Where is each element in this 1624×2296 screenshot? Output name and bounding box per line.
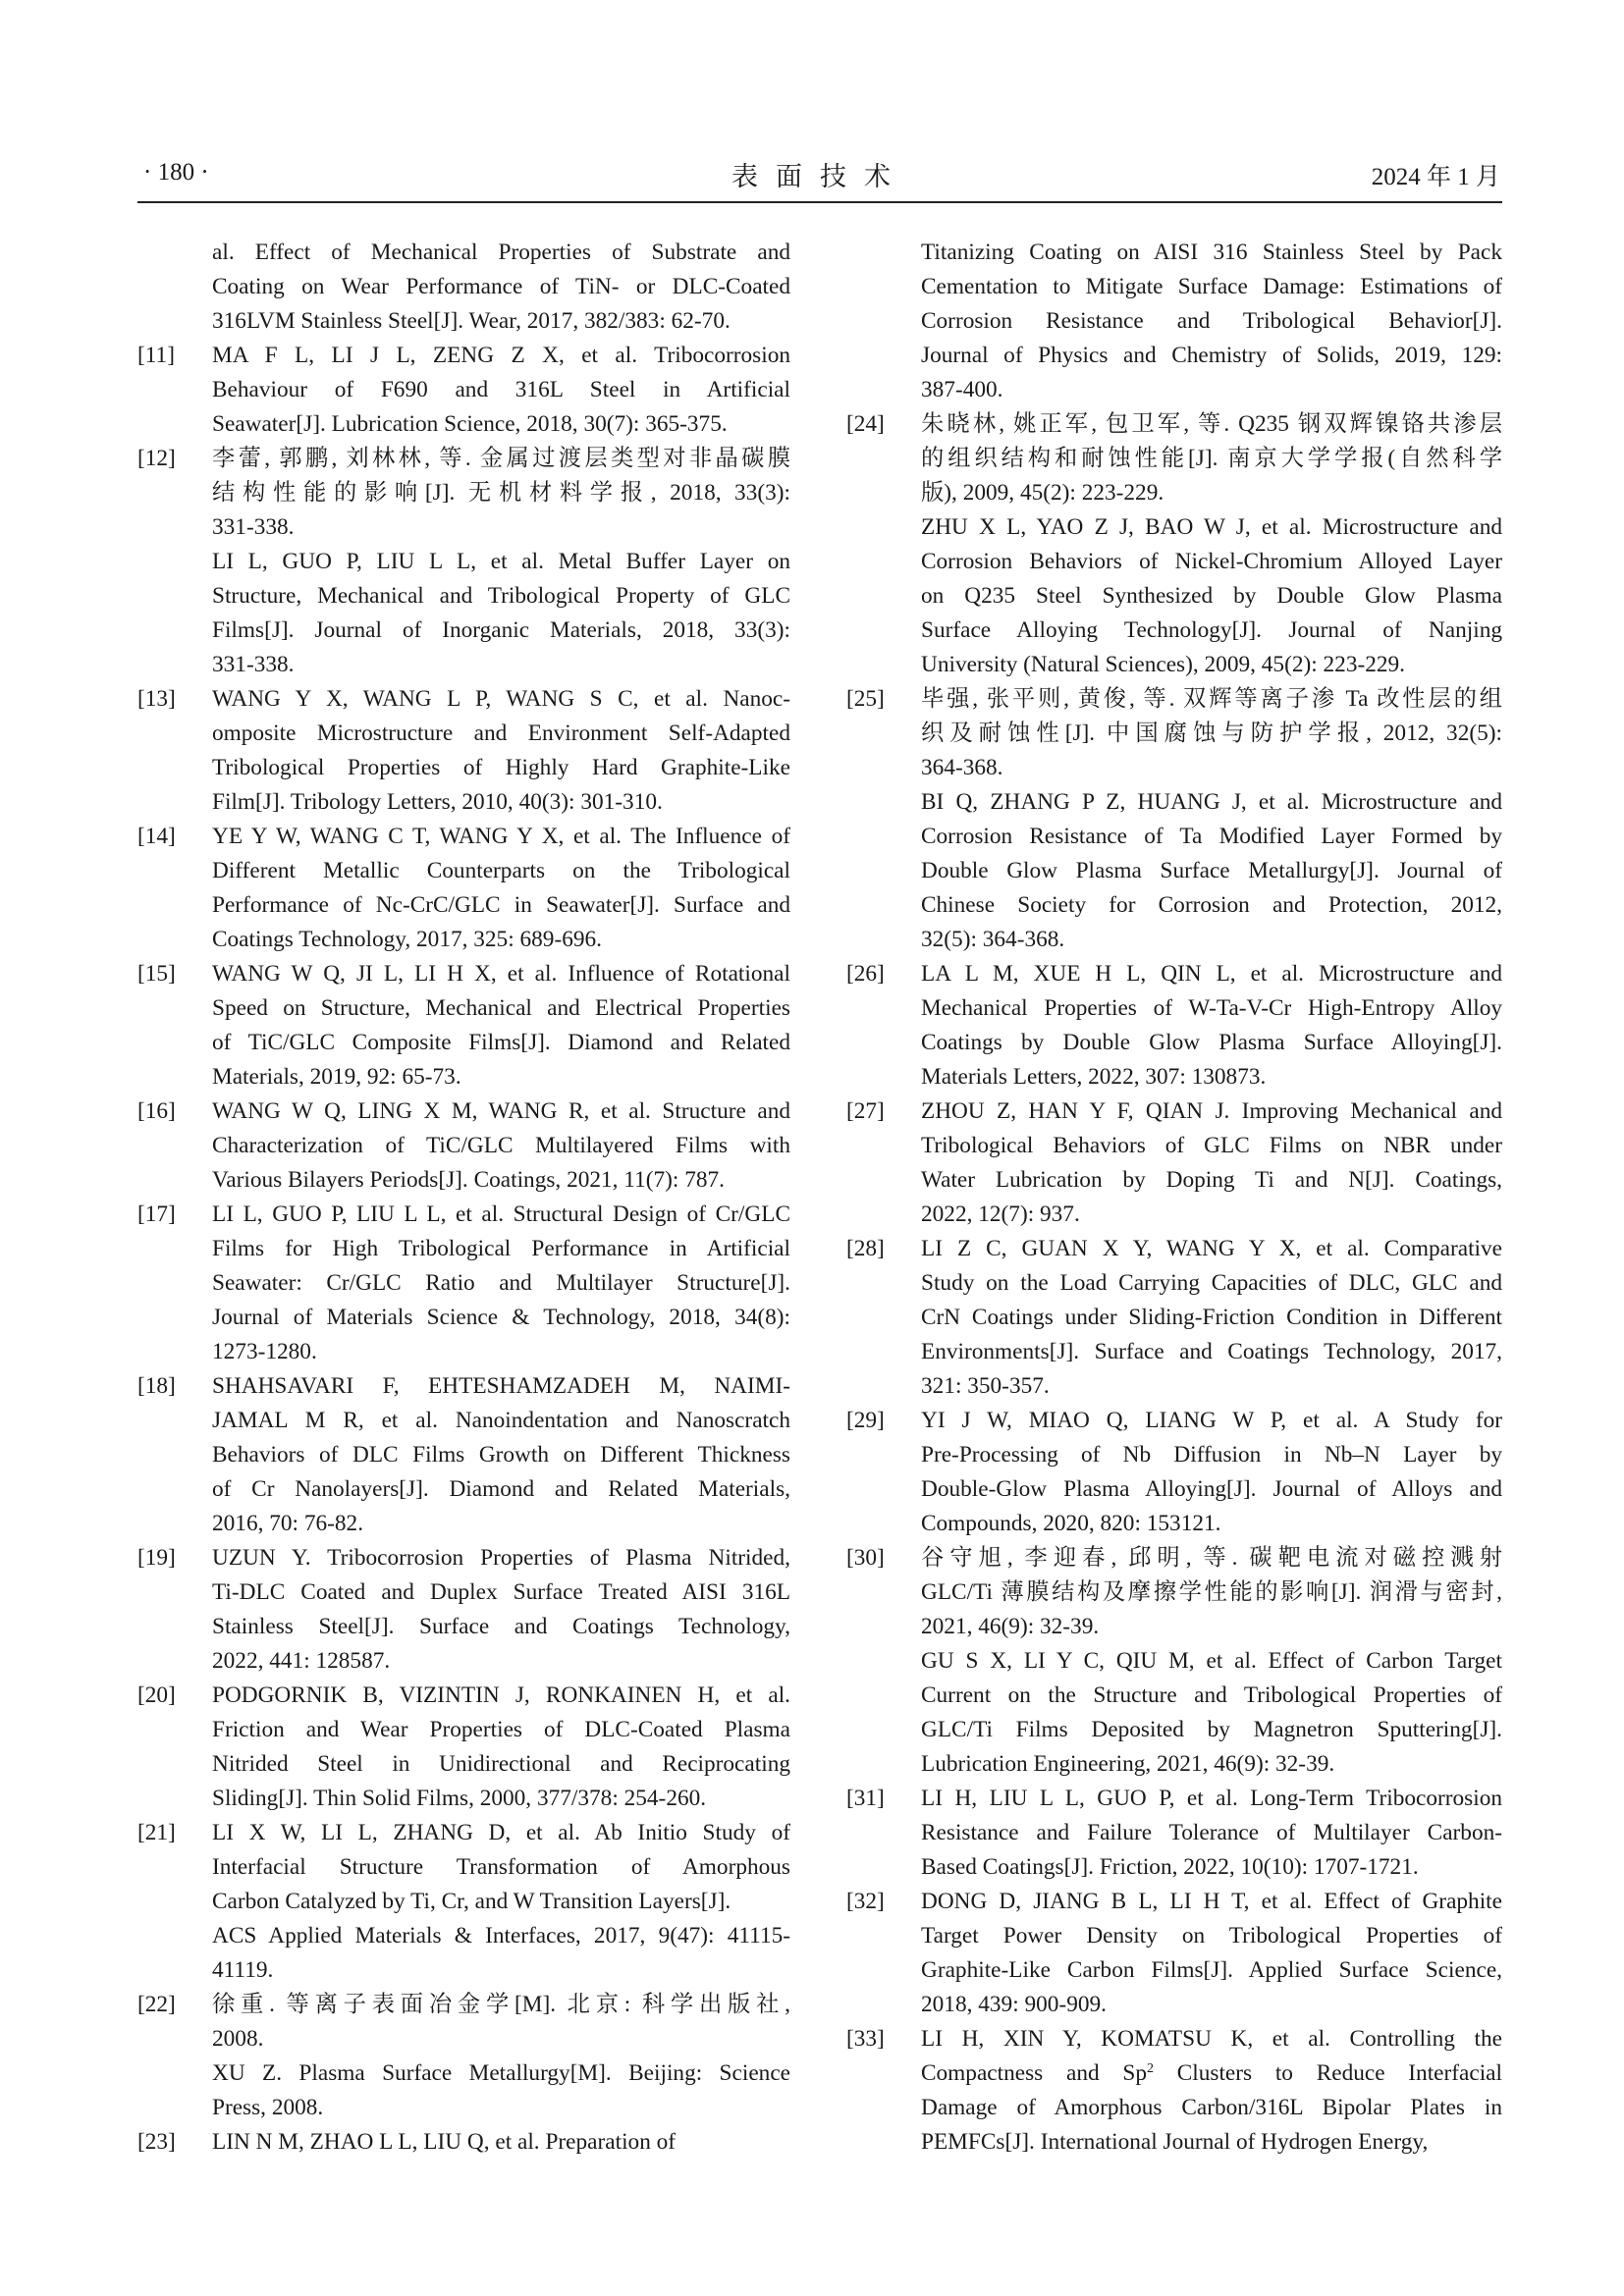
reference-line: [921, 2056, 1502, 2091]
reference-entry: [846, 1541, 1502, 1782]
reference-line: of TiC/GLC Composite Films[J]. Diamond and Related: [212, 1030, 790, 1055]
reference-entry: [137, 1198, 790, 1369]
reference-line: Speed on Structure, Mechanical and Electrical Properties: [212, 995, 790, 1021]
reference-line: Corrosion Resistance of Ta Modified Layer Formed by: [921, 824, 1502, 849]
reference-text: [921, 682, 1502, 957]
reference-text: [212, 1369, 790, 1541]
reference-line: Pre-Processing of Nb Diffusion in Nb–N Layer by: [921, 1442, 1502, 1468]
reference-entry: [846, 1885, 1502, 2022]
reference-line: PODGORNIK B, VIZINTIN J, RONKAINEN H, et al.: [212, 1682, 790, 1708]
reference-line: Double Glow Plasma Surface Metallurgy[J]. Journal of: [921, 858, 1502, 883]
reference-number: [18]: [137, 1373, 176, 1399]
reference-line: 41119.: [212, 1957, 274, 1983]
reference-line: 32(5): 364-368.: [921, 927, 1065, 952]
reference-line: Journal of Physics and Chemistry of Solids, 2019, 129:: [921, 343, 1502, 368]
reference-line: al. Effect of Mechanical Properties of Substrate and: [212, 240, 790, 265]
reference-text: [212, 236, 790, 339]
superscript: 2: [1146, 2061, 1154, 2076]
reference-line: Interfacial Structure Transformation of Amorphous: [212, 1854, 790, 1880]
reference-line: Sliding[J]. Thin Solid Films, 2000, 377/378: 254-260.: [212, 1786, 707, 1811]
reference-text: [212, 1679, 790, 1816]
reference-line: 的组织结构和耐蚀性能[J]. 南京大学学报(自然科学: [921, 446, 1502, 471]
reference-entry: [137, 1816, 790, 1988]
reference-number: [32]: [846, 1889, 885, 1914]
reference-line: Characterization of TiC/GLC Multilayered Films with: [212, 1133, 790, 1158]
reference-number: [137, 236, 212, 339]
reference-line: LI L, GUO P, LIU L L, et al. Metal Buffer Layer on: [212, 549, 790, 574]
reference-entry: [846, 682, 1502, 957]
reference-line: Stainless Steel[J]. Surface and Coatings Technology,: [212, 1614, 790, 1639]
reference-line: Damage of Amorphous Carbon/316L Bipolar Plates in: [921, 2095, 1502, 2120]
reference-line: Materials Letters, 2022, 307: 130873.: [921, 1064, 1267, 1090]
reference-line: Surface Alloying Technology[J]. Journal of Nanjing: [921, 617, 1502, 643]
reference-line: Mechanical Properties of W-Ta-V-Cr High-Entropy Alloy: [921, 995, 1502, 1021]
reference-line: LIN N M, ZHAO L L, LIU Q, et al. Preparation of: [212, 2129, 677, 2155]
reference-text: [921, 957, 1502, 1095]
reference-line: Seawater[J]. Lubrication Science, 2018, 30(7): 365-375.: [212, 411, 728, 437]
reference-text: [921, 1404, 1502, 1541]
reference-line: 364-368.: [921, 755, 1003, 780]
reference-number: [21]: [137, 1820, 176, 1845]
reference-line: Tribological Behaviors of GLC Films on NBR under: [921, 1133, 1502, 1158]
reference-line: Double-Glow Plasma Alloying[J]. Journal of Alloys and: [921, 1476, 1502, 1502]
reference-line: of Cr Nanolayers[J]. Diamond and Related Materials,: [212, 1476, 790, 1502]
reference-line: UZUN Y. Tribocorrosion Properties of Plasma Nitrided,: [212, 1545, 790, 1571]
reference-line: Corrosion Behaviors of Nickel-Chromium Alloyed Layer: [921, 549, 1502, 574]
reference-line: Graphite-Like Carbon Films[J]. Applied Surface Science,: [921, 1957, 1502, 1983]
reference-line: Various Bilayers Periods[J]. Coatings, 2021, 11(7): 787.: [212, 1167, 725, 1193]
reference-line-text: Compactness and Sp: [921, 2060, 1147, 2086]
reference-line: 2008.: [212, 2026, 264, 2052]
reference-line: WANG W Q, LING X M, WANG R, et al. Structure and: [212, 1098, 790, 1124]
reference-number: [20]: [137, 1682, 176, 1708]
reference-line: LA L M, XUE H L, QIN L, et al. Microstructure and: [921, 961, 1502, 987]
issue-date: 2024 年 1 月: [1371, 164, 1500, 190]
reference-number: [24]: [846, 411, 885, 437]
reference-line: Corrosion Resistance and Tribological Behavior[J].: [921, 308, 1502, 334]
reference-line: Coating on Wear Performance of TiN- or DLC-Coated: [212, 274, 790, 299]
reference-line: Water Lubrication by Doping Ti and N[J]. Coatings,: [921, 1167, 1502, 1193]
reference-line: PEMFCs[J]. International Journal of Hydrogen Energy,: [921, 2129, 1429, 2155]
reference-entry: [137, 1541, 790, 1679]
reference-line: 朱晓林, 姚正军, 包卫军, 等. Q235 钢双辉镍铬共渗层: [921, 411, 1502, 437]
reference-text: [921, 1885, 1502, 2022]
reference-line: 结构性能的影响[J]. 无机材料学报, 2018, 33(3):: [212, 480, 790, 506]
reference-entry: [137, 957, 790, 1095]
reference-number: [25]: [846, 686, 885, 712]
reference-number: [22]: [137, 1992, 176, 2017]
reference-line: MA F L, LI J L, ZENG Z X, et al. Tribocorrosion: [212, 343, 790, 368]
reference-line: Titanizing Coating on AISI 316 Stainless Steel by Pack: [921, 240, 1502, 265]
reference-text: [921, 1541, 1502, 1782]
reference-line: LI H, LIU L L, GUO P, et al. Long-Term Tribocorrosion: [921, 1786, 1502, 1811]
reference-number: [15]: [137, 961, 176, 987]
reference-line: Lubrication Engineering, 2021, 46(9): 32-39.: [921, 1751, 1335, 1777]
reference-column-right: [846, 236, 1502, 2160]
reference-line: Behaviour of F690 and 316L Steel in Artificial: [212, 377, 790, 402]
reference-line: BI Q, ZHANG P Z, HUANG J, et al. Microstructure and: [921, 789, 1502, 815]
reference-line: DONG D, JIANG B L, LI H T, et al. Effect of Graphite: [921, 1889, 1502, 1914]
reference-number: [13]: [137, 686, 176, 712]
reference-entry: [846, 407, 1502, 682]
reference-entry: [137, 1095, 790, 1198]
reference-line: Compounds, 2020, 820: 153121.: [921, 1511, 1221, 1536]
reference-line: Friction and Wear Properties of DLC-Coated Plasma: [212, 1717, 790, 1742]
reference-line: 李蕾, 郭鹏, 刘林林, 等. 金属过渡层类型对非晶碳膜: [212, 446, 790, 471]
reference-line: WANG Y X, WANG L P, WANG S C, et al. Nanoc-: [212, 686, 790, 712]
reference-line: Environments[J]. Surface and Coatings Technology, 2017,: [921, 1339, 1502, 1364]
reference-number: [16]: [137, 1098, 176, 1124]
reference-line: 387-400.: [921, 377, 1003, 402]
reference-line: 316LVM Stainless Steel[J]. Wear, 2017, 382/383: 62-70.: [212, 308, 731, 334]
reference-line: University (Natural Sciences), 2009, 45(2): 223-229.: [921, 652, 1405, 677]
reference-line: omposite Microstructure and Environment Self-Adapted: [212, 721, 790, 746]
reference-number: [846, 236, 921, 407]
page-header: [137, 155, 1502, 196]
reference-line: Chinese Society for Corrosion and Protection, 2012,: [921, 892, 1502, 918]
reference-line: 织及耐蚀性[J]. 中国腐蚀与防护学报, 2012, 32(5):: [921, 721, 1502, 746]
reference-number: [14]: [137, 824, 176, 849]
reference-line: WANG W Q, JI L, LI H X, et al. Influence of Rotational: [212, 961, 790, 987]
reference-line: Film[J]. Tribology Letters, 2010, 40(3): 301-310.: [212, 789, 663, 815]
reference-entry: [846, 1404, 1502, 1541]
reference-line: LI L, GUO P, LIU L L, et al. Structural Design of Cr/GLC: [212, 1201, 790, 1227]
reference-line: 徐重. 等离子表面冶金学[M]. 北京: 科学出版社,: [212, 1992, 790, 2017]
reference-line: Coatings by Double Glow Plasma Surface Alloying[J].: [921, 1030, 1502, 1055]
reference-text: [921, 1232, 1502, 1404]
reference-line: Study on the Load Carrying Capacities of DLC, GLC and: [921, 1270, 1502, 1296]
reference-entry: [137, 1988, 790, 2125]
reference-entry: [137, 820, 790, 957]
reference-line: Carbon Catalyzed by Ti, Cr, and W Transition Layers[J].: [212, 1889, 731, 1914]
reference-line: YE Y W, WANG C T, WANG Y X, et al. The Influence of: [212, 824, 790, 849]
reference-line: Materials, 2019, 92: 65-73.: [212, 1064, 461, 1090]
reference-line: 331-338.: [212, 652, 295, 677]
reference-text: [921, 236, 1502, 407]
reference-line: 2022, 12(7): 937.: [921, 1201, 1080, 1227]
reference-line: 毕强, 张平则, 黄俊, 等. 双辉等离子渗 Ta 改性层的组: [921, 686, 1502, 712]
reference-line: 331-338.: [212, 514, 295, 540]
reference-line: Films[J]. Journal of Inorganic Materials, 2018, 33(3):: [212, 617, 790, 643]
reference-line: JAMAL M R, et al. Nanoindentation and Nanoscratch: [212, 1408, 790, 1433]
reference-number: [17]: [137, 1201, 176, 1227]
reference-line: LI H, XIN Y, KOMATSU K, et al. Controlling the: [921, 2026, 1502, 2052]
reference-line: Behaviors of DLC Films Growth on Different Thickness: [212, 1442, 790, 1468]
reference-line: GLC/Ti Films Deposited by Magnetron Sputtering[J].: [921, 1717, 1502, 1742]
reference-line: Structure, Mechanical and Tribological Property of GLC: [212, 583, 790, 609]
reference-line: Films for High Tribological Performance in Artificial: [212, 1236, 790, 1261]
reference-line: Nitrided Steel in Unidirectional and Reciprocating: [212, 1751, 790, 1777]
reference-number: [30]: [846, 1545, 885, 1571]
reference-line: Cementation to Mitigate Surface Damage: Estimations of: [921, 274, 1502, 299]
reference-text: [921, 407, 1502, 682]
reference-number: [27]: [846, 1098, 885, 1124]
reference-line: Different Metallic Counterparts on the Tribological: [212, 858, 790, 883]
reference-line: YI J W, MIAO Q, LIANG W P, et al. A Study for: [921, 1408, 1502, 1433]
reference-text: [921, 2022, 1502, 2160]
reference-text: [212, 820, 790, 957]
page-number: · 180 ·: [143, 159, 209, 186]
reference-line: GLC/Ti 薄膜结构及摩擦学性能的影响[J]. 润滑与密封,: [921, 1579, 1502, 1605]
reference-text: [212, 682, 790, 820]
reference-text: [212, 2125, 790, 2160]
reference-line: Target Power Density on Tribological Properties of: [921, 1923, 1502, 1949]
reference-entry: [846, 2022, 1502, 2160]
reference-number: [11]: [137, 343, 175, 368]
reference-number: [19]: [137, 1545, 176, 1571]
reference-line: ACS Applied Materials & Interfaces, 2017, 9(47): 41115-: [212, 1923, 790, 1949]
reference-text: [921, 1095, 1502, 1232]
reference-line: 321: 350-357.: [921, 1373, 1050, 1399]
reference-entry: [846, 1782, 1502, 1885]
reference-line: 谷守旭, 李迎春, 邱明, 等. 碳靶电流对磁控溅射: [921, 1545, 1502, 1571]
reference-entry: [137, 2125, 790, 2160]
reference-column-left: [137, 236, 790, 2160]
reference-entry: [846, 236, 1502, 407]
reference-line: 2022, 441: 128587.: [212, 1648, 391, 1674]
reference-line: ZHOU Z, HAN Y F, QIAN J. Improving Mechanical and: [921, 1098, 1502, 1124]
reference-line: 2021, 46(9): 32-39.: [921, 1614, 1100, 1639]
reference-line: 2016, 70: 76-82.: [212, 1511, 364, 1536]
reference-entry: [137, 1369, 790, 1541]
reference-number: [23]: [137, 2129, 176, 2155]
reference-entry: [846, 957, 1502, 1095]
reference-text: [212, 1541, 790, 1679]
reference-text: [212, 1198, 790, 1369]
reference-text: [212, 1816, 790, 1988]
reference-line: Ti-DLC Coated and Duplex Surface Treated AISI 316L: [212, 1579, 790, 1605]
reference-entry: [137, 1679, 790, 1816]
reference-number: [33]: [846, 2026, 885, 2052]
reference-text: [212, 957, 790, 1095]
reference-entry: [137, 442, 790, 682]
reference-entry: [846, 1095, 1502, 1232]
reference-number: [26]: [846, 961, 885, 987]
reference-line: 版), 2009, 45(2): 223-229.: [921, 480, 1164, 506]
reference-line: LI Z C, GUAN X Y, WANG Y X, et al. Comparative: [921, 1236, 1502, 1261]
reference-line: CrN Coatings under Sliding-Friction Condition in Different: [921, 1305, 1502, 1330]
reference-text: [921, 1782, 1502, 1885]
reference-line: Performance of Nc-CrC/GLC in Seawater[J]. Surface and: [212, 892, 790, 918]
reference-line: XU Z. Plasma Surface Metallurgy[M]. Beijing: Science: [212, 2060, 790, 2086]
reference-line: Journal of Materials Science & Technology, 2018, 34(8):: [212, 1305, 790, 1330]
reference-entry: [137, 339, 790, 442]
reference-line: Press, 2008.: [212, 2095, 324, 2120]
reference-line: Seawater: Cr/GLC Ratio and Multilayer Structure[J].: [212, 1270, 790, 1296]
reference-text: [212, 1095, 790, 1198]
reference-text: [212, 1988, 790, 2125]
reference-text: [212, 442, 790, 682]
reference-line: on Q235 Steel Synthesized by Double Glow Plasma: [921, 583, 1502, 609]
reference-text: [212, 339, 790, 442]
reference-line: SHAHSAVARI F, EHTESHAMZADEH M, NAIMI-: [212, 1373, 790, 1399]
reference-number: [28]: [846, 1236, 885, 1261]
reference-number: [12]: [137, 446, 176, 471]
reference-line: Coatings Technology, 2017, 325: 689-696.: [212, 927, 602, 952]
reference-line: Current on the Structure and Tribological Properties of: [921, 1682, 1502, 1708]
reference-entry: [137, 236, 790, 339]
reference-line-text: Clusters to Reduce Interfacial: [1153, 2060, 1502, 2086]
journal-title: 表面技术: [731, 162, 908, 191]
reference-entry: [846, 1232, 1502, 1404]
reference-number: [29]: [846, 1408, 885, 1433]
reference-line: LI X W, LI L, ZHANG D, et al. Ab Initio Study of: [212, 1820, 790, 1845]
reference-entry: [137, 682, 790, 820]
reference-line: ZHU X L, YAO Z J, BAO W J, et al. Microstructure and: [921, 514, 1502, 540]
reference-line: 2018, 439: 900-909.: [921, 1992, 1107, 2017]
header-rule: [137, 201, 1502, 203]
reference-line: Based Coatings[J]. Friction, 2022, 10(10): 1707-1721.: [921, 1854, 1419, 1880]
reference-line: 1273-1280.: [212, 1339, 317, 1364]
reference-line: GU S X, LI Y C, QIU M, et al. Effect of Carbon Target: [921, 1648, 1502, 1674]
reference-line: Tribological Properties of Highly Hard Graphite-Like: [212, 755, 790, 780]
reference-number: [31]: [846, 1786, 885, 1811]
reference-line: Resistance and Failure Tolerance of Multilayer Carbon-: [921, 1820, 1502, 1845]
